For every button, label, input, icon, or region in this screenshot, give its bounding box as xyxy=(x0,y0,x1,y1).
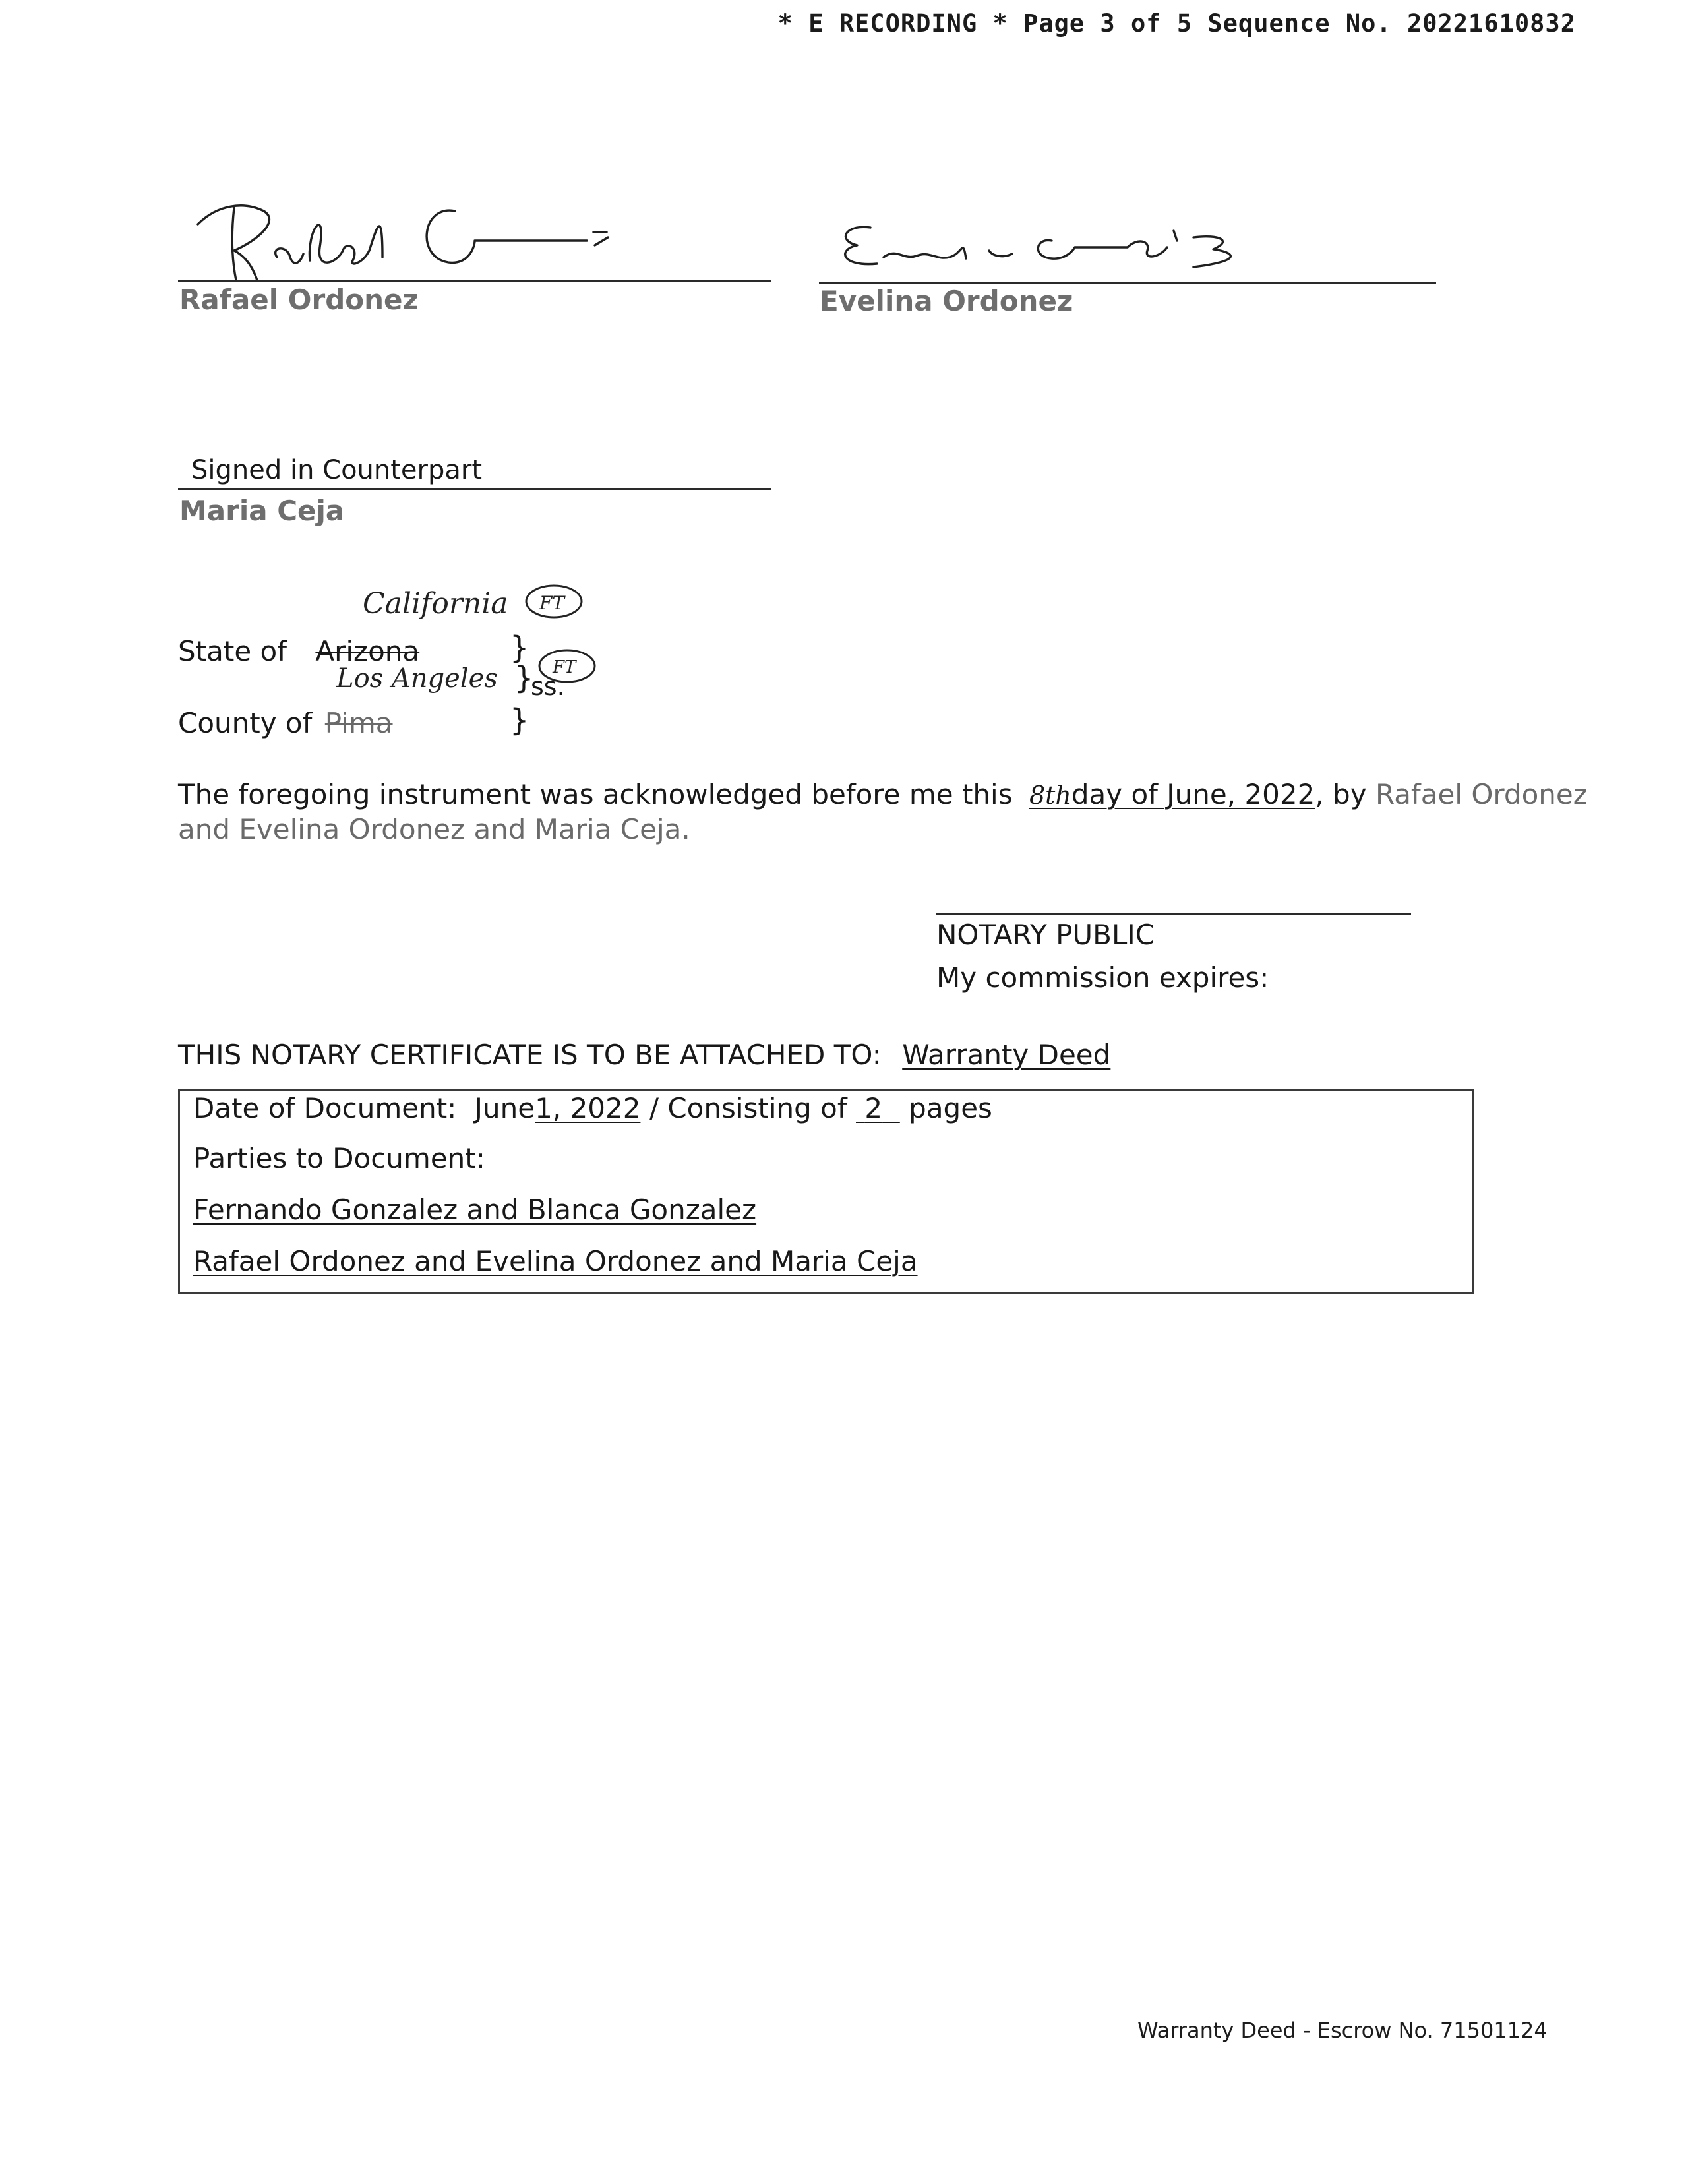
party-line-2: Rafael Ordonez and Evelina Ordonez and Maria Ceja xyxy=(193,1245,918,1277)
svg-text:California: California xyxy=(363,587,508,621)
pages-value: 2 xyxy=(864,1092,883,1124)
svg-text:Los Angeles: Los Angeles xyxy=(336,663,498,694)
recording-header: * E RECORDING * Page 3 of 5 Sequence No. 20221610832 xyxy=(777,9,1576,38)
notary-signature-line xyxy=(936,913,1411,915)
signer-name-evelina: Evelina Ordonez xyxy=(820,285,1073,317)
attach-document: Warranty Deed xyxy=(902,1039,1111,1071)
state-struck-value: Arizona xyxy=(315,635,420,667)
brace-3: } xyxy=(510,702,529,738)
parties-label: Parties to Document: xyxy=(193,1142,485,1174)
commission-expires: My commission expires: xyxy=(936,961,1269,994)
ack-date-text: day of June, 2022 xyxy=(1071,778,1315,810)
svg-text:}: } xyxy=(514,660,534,696)
signature-line-2 xyxy=(819,282,1436,284)
date-month: June xyxy=(474,1092,535,1124)
signer-name-maria: Maria Ceja xyxy=(179,495,345,527)
ack-intro: The foregoing instrument was acknowledged before me this xyxy=(178,778,1013,810)
notary-public-title: NOTARY PUBLIC xyxy=(936,919,1155,951)
document-details-box xyxy=(178,1089,1474,1294)
ack-day-handwritten: 8th xyxy=(1029,781,1071,810)
date-of-document-line xyxy=(193,1092,992,1124)
signature-line-1 xyxy=(178,280,771,282)
handwritten-state-correction xyxy=(356,574,607,626)
signed-in-counterpart-note: Signed in Counterpart xyxy=(191,455,483,485)
acknowledgment-line-2: and Evelina Ordonez and Maria Ceja. xyxy=(178,813,690,845)
svg-text:FT: FT xyxy=(539,592,565,614)
certificate-attach-line xyxy=(178,1039,1110,1071)
county-of-label: County of xyxy=(178,707,313,739)
consisting-label: / Consisting of xyxy=(649,1092,847,1124)
svg-text:FT: FT xyxy=(553,657,576,677)
acknowledgment-line-1 xyxy=(178,778,1588,810)
signature-evelina xyxy=(824,211,1352,284)
signature-rafael xyxy=(185,185,646,284)
brace-1: } xyxy=(510,630,529,665)
date-value: 1, 2022 xyxy=(535,1092,641,1124)
county-label xyxy=(178,707,393,739)
signature-line-3 xyxy=(178,488,771,490)
ack-by: , by xyxy=(1315,778,1367,810)
date-label: Date of Document: xyxy=(193,1092,457,1124)
svg-text:ss.: ss. xyxy=(531,672,565,701)
footer-escrow: Warranty Deed - Escrow No. 71501124 xyxy=(1137,2018,1548,2043)
state-of-label: State of xyxy=(178,635,287,667)
county-struck-value: Pima xyxy=(324,707,393,739)
signer-name-rafael: Rafael Ordonez xyxy=(179,284,419,316)
party-line-1: Fernando Gonzalez and Blanca Gonzalez xyxy=(193,1194,757,1226)
ack-names-line1: Rafael Ordonez xyxy=(1375,778,1588,810)
attach-label: THIS NOTARY CERTIFICATE IS TO BE ATTACHED TO: xyxy=(178,1039,882,1071)
ack-date xyxy=(1029,778,1315,810)
pages-label: pages xyxy=(909,1092,992,1124)
